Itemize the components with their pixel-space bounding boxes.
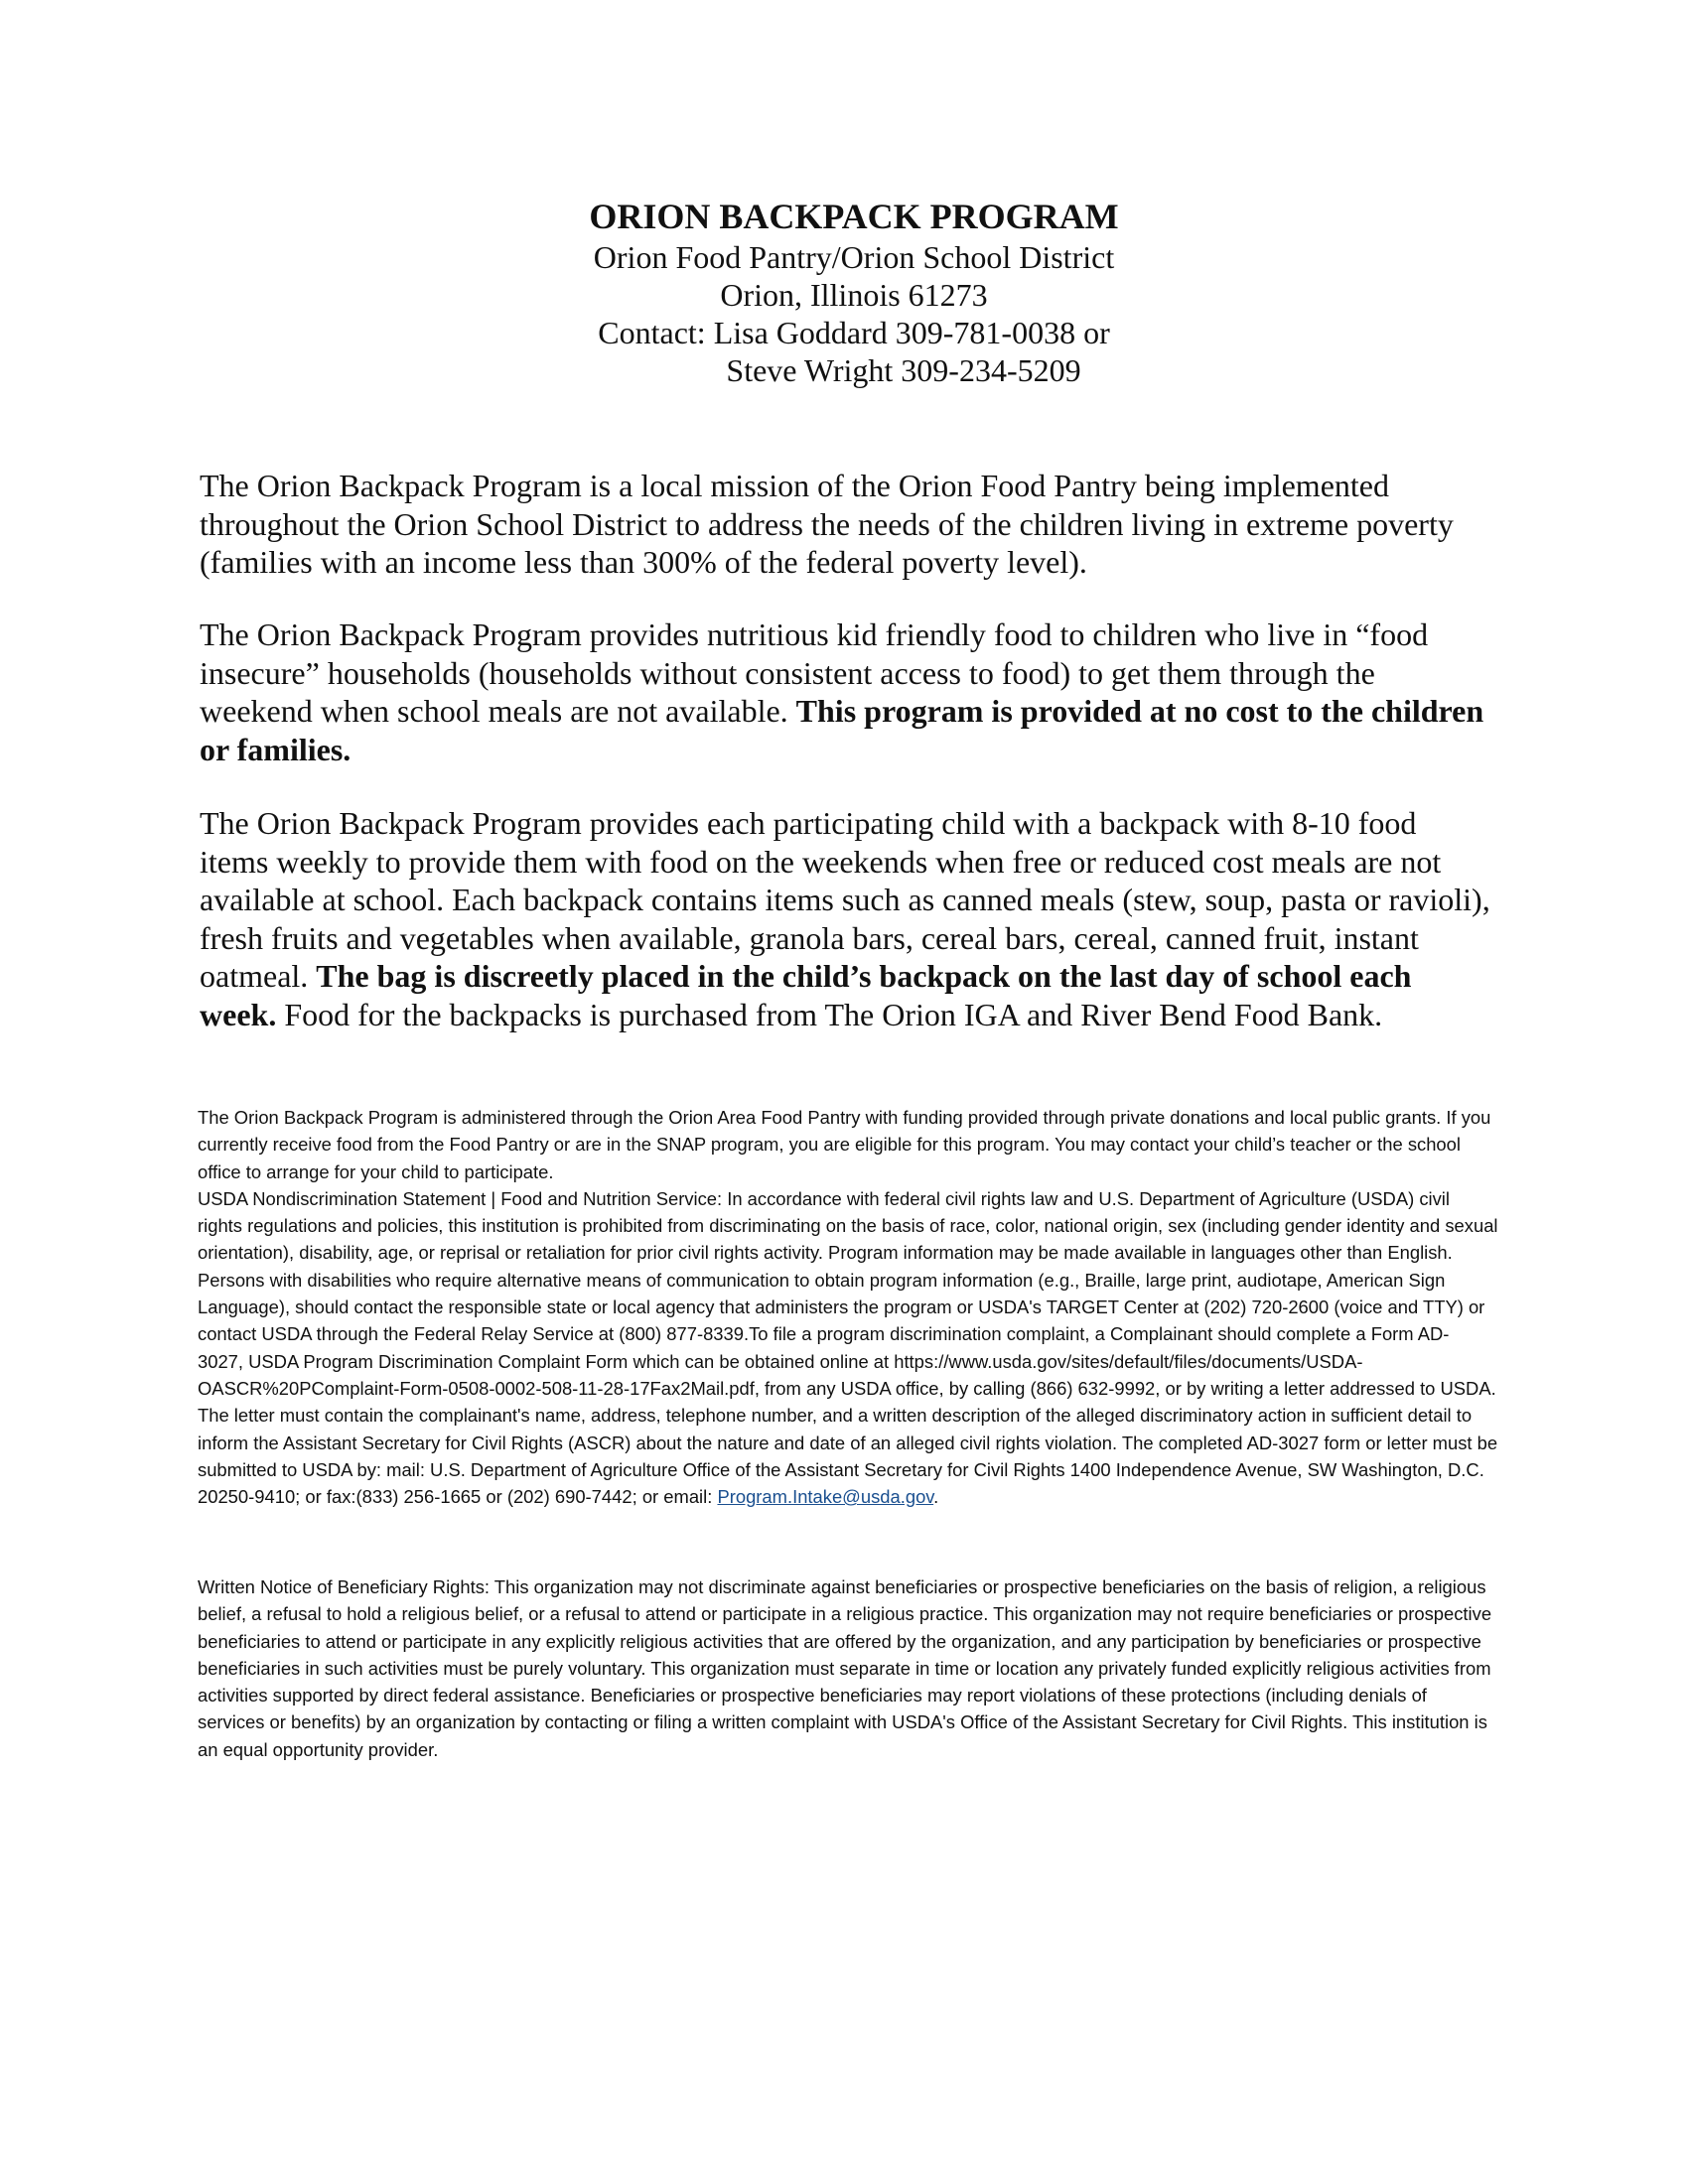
beneficiary-rights-notice xyxy=(198,1573,1498,1763)
administration-text: The Orion Backpack Program is administered through the Orion Area Food Pantry with funding provided through private donations and local public grants. If you currently receive food from the Food Pantry or are in the SNAP program, you are eligible for this program. You may contact your child’s teacher or the school office to arrange for your child to participate. xyxy=(198,1107,1491,1182)
usda-email-link[interactable]: Program.Intake@usda.gov xyxy=(717,1486,934,1508)
usda-statement-end: . xyxy=(933,1486,939,1508)
contact-line-1: Contact: Lisa Goddard 309-781-0038 or xyxy=(598,315,1110,350)
no-cost-statement: This program is provided at no cost to the children or families. xyxy=(200,693,1484,767)
administration-and-nondiscrimination-block xyxy=(198,1104,1498,1510)
organization-line: Orion Food Pantry/Orion School District xyxy=(593,239,1115,275)
mission-text: The Orion Backpack Program is a local mission of the Orion Food Pantry being implemented throughout the Orion School District to address the needs of the children living in extreme poverty (families with an income less than 300% of the federal poverty level). xyxy=(200,468,1454,580)
usda-statement-text: USDA Nondiscrimination Statement | Food and Nutrition Service: In accordance with federal civil rights law and U.S. Department of Agriculture (USDA) civil rights regulations and policies, this institution is prohibited from discriminating on the basis of race, color, national origin, sex (including gender identity and sexual orientation), disability, age, or reprisal or retaliation for prior civil rights activity. Program information may be made available in languages other than English. Persons with disabilities who require alternative means of communication to obtain program information (e.g., Braille, large print, audiotape, American Sign Language), should contact the responsible state or local agency that administers the program or USDA's TARGET Center at (202) 720-2600 (voice and TTY) or contact USDA through the Federal Relay Service at (800) 877-8339.To file a program discrimination complaint, a Complainant should complete a Form AD- 3027, USDA Program Discrimination Complaint Form which can be obtained online at https://www.usda.gov/sites/default/files/documents/USDA-OASCR%20PComplaint-Form-0508-0002-508-11-28-17Fax2Mail.pdf, from any USDA office, by calling (866) 632-9992, or by writing a letter addressed to USDA. The letter must contain the complainant's name, address, telephone number, and a written description of the alleged discriminatory action in sufficient detail to inform the Assistant Secretary for Civil Rights (ASCR) about the nature and date of an alleged civil rights violation. The completed AD-3027 form or letter must be submitted to USDA by: mail: U.S. Department of Agriculture Office of the Assistant Secretary for Civil Rights 1400 Independence Avenue, SW Washington, D.C. 20250-9410; or fax:(833) 256-1665 or (202) 690-7442; or email: xyxy=(198,1187,1498,1508)
page-title: ORION BACKPACK PROGRAM xyxy=(589,197,1119,236)
beneficiary-rights-text: Written Notice of Beneficiary Rights: This organization may not discriminate against beneficiaries or prospective beneficiaries on the basis of religion, a religious belief, a refusal to hold a religious belief, or a refusal to attend or participate in a religious practice. This organization may not require beneficiaries or prospective beneficiaries to attend or participate in any explicitly religious activities that are offered by the organization, and any participation by beneficiaries or prospective beneficiaries in such activities must be purely voluntary. This organization must separate in time or location any privately funded explicitly religious activities from activities supported by direct federal assistance. Beneficiaries or prospective beneficiaries may report violations of these protections (including denials of services or benefits) by an organization by contacting or filing a written complaint with USDA's Office of the Assistant Secretary for Civil Rights. This institution is an equal opportunity provider. xyxy=(198,1576,1492,1760)
location-line: Orion, Illinois 61273 xyxy=(720,277,988,313)
food-source-text: Food for the backpacks is purchased from The Orion IGA and River Bend Food Bank. xyxy=(276,996,1383,1032)
provision-text: The Orion Backpack Program provides nutritious kid friendly food to children who live in “food insecure” households (households without consistent access to food) to get them through the weekend when school meals are not available. xyxy=(200,616,1429,729)
usda-nondiscrimination-statement xyxy=(198,1185,1498,1511)
mission-paragraph xyxy=(200,467,1490,582)
discreet-placement-statement: The bag is discreetly placed in the child’s backpack on the last day of school each week. xyxy=(200,958,1412,1032)
backpack-details-text: The Orion Backpack Program provides each participating child with a backpack with 8-10 food items weekly to provide them with food on the weekends when free or reduced cost meals are not available at school. Each backpack contains items such as canned meals (stew, soup, pasta or ravioli), fresh fruits and vegetables when available, granola bars, cereal bars, cereal, canned fruit, instant oatmeal. xyxy=(200,805,1490,994)
provision-paragraph xyxy=(200,615,1490,768)
contact-line-2: Steve Wright 309-234-5209 xyxy=(726,352,1081,388)
backpack-details-paragraph xyxy=(200,804,1490,1033)
document-header xyxy=(0,195,1688,389)
